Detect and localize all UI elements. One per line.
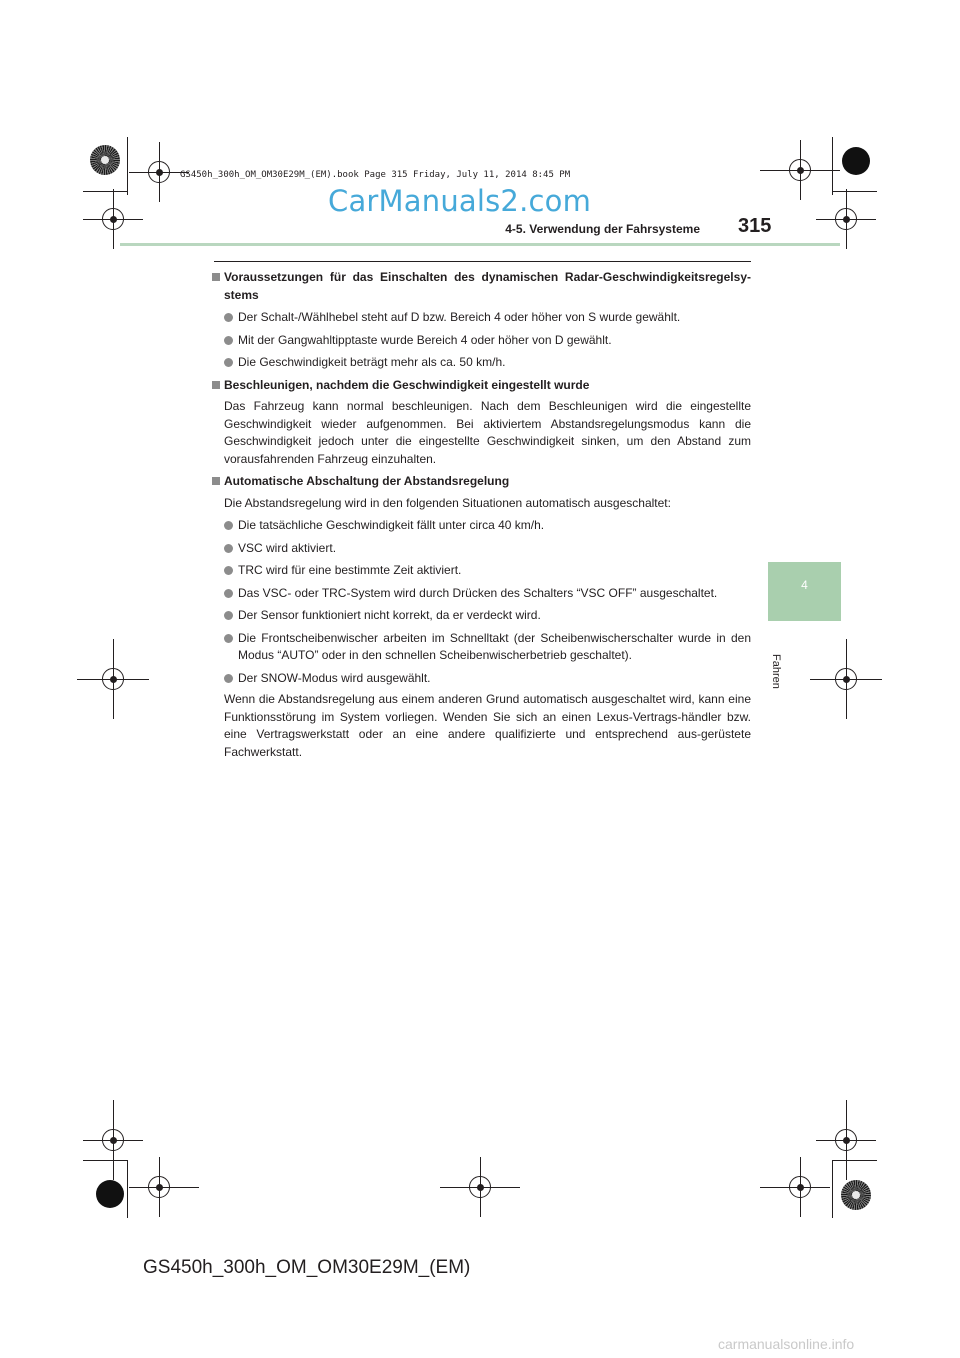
registration-dot-icon [96,1180,124,1208]
header-rule [120,243,840,246]
crop-mark [127,137,128,195]
round-bullet-icon [224,358,233,367]
round-bullet-icon [224,566,233,575]
subsection-heading: Beschleunigen, nachdem die Geschwindigkeit eingestellt wurde [210,377,751,395]
crop-mark [127,1160,128,1218]
round-bullet-icon [224,611,233,620]
square-bullet-icon [212,381,220,389]
list-item: Die tatsächliche Geschwindigkeit fällt unter circa 40 km/h. [210,517,751,535]
body-paragraph: Die Abstandsregelung wird in den folgenden Situationen automatisch ausgeschaltet: [224,495,671,510]
body-paragraph: Wenn die Abstandsregelung aus einem anderen Grund automatisch ausgeschaltet wird, kann eine Funktionsstörung im System vorliegen. Wenden Sie sich an einen Lexus-Vertrags-händler bzw. eine Vertragswerkstatt oder an eine andere qualifizierte und entsprechend aus-gerüstete Fachwerkstatt. [224,692,751,759]
list-item: Die Frontscheibenwischer arbeiten im Schnelltakt (der Scheibenwischerschalter wurde in den Modus “AUTO” oder in den schnellen Scheibenwischerbetrieb geschaltet). [210,630,751,665]
list-item: Der Sensor funktioniert nicht korrekt, da er verdeckt wird. [210,607,751,625]
chapter-tab [768,562,841,621]
book-info-line: GS450h_300h_OM_OM30E29M_(EM).book Page 315 Friday, July 11, 2014 8:45 PM [180,170,571,180]
page-number: 315 [738,215,772,237]
subsection-heading: Voraussetzungen für das Einschalten des dynamischen Radar-Geschwindigkeitsregelsy-stems [210,269,751,304]
list-item: Die Geschwindigkeit beträgt mehr als ca. 50 km/h. [210,354,751,372]
crop-mark [83,191,128,192]
list-item: VSC wird aktiviert. [210,540,751,558]
manual-id: GS450h_300h_OM_OM30E29M_(EM) [143,1257,471,1278]
section-title: 4-5. Verwendung der Fahrsysteme [505,222,700,236]
crop-mark [832,1160,877,1161]
content-area [210,269,751,761]
round-bullet-icon [224,313,233,322]
crop-mark [83,1160,128,1161]
crop-mark [832,191,877,192]
chapter-number: 4 [801,578,808,592]
body-paragraph: Das Fahrzeug kann normal beschleunigen. Nach dem Beschleunigen wird die eingestellte Geschwindigkeit wieder aufgenommen. Bei aktiviertem Abstandsregelungsmodus kann die Geschwindigkeit jedoch unter die eingestellte Geschwindigkeit sinken, um den Abstand zum vorausfahrenden Fahrzeug einzuhalten. [224,399,751,466]
list-item: Der Schalt-/Wählhebel steht auf D bzw. Bereich 4 oder höher von S wurde gewählt. [210,309,751,327]
square-bullet-icon [212,273,220,281]
subsection-heading: Automatische Abschaltung der Abstandsregelung [210,473,751,491]
round-bullet-icon [224,634,233,643]
square-bullet-icon [212,477,220,485]
color-burst-icon [90,145,120,175]
list-item: Mit der Gangwahltipptaste wurde Bereich 4 oder höher von D gewählt. [210,332,751,350]
round-bullet-icon [224,544,233,553]
chapter-label: Fahren [770,654,782,689]
list-item: Das VSC- oder TRC-System wird durch Drücken des Schalters “VSC OFF” ausgeschaltet. [210,585,751,603]
registration-dot-icon [842,147,870,175]
content-rule [214,261,751,262]
list-item: TRC wird für eine bestimmte Zeit aktiviert. [210,562,751,580]
site-watermark: carmanualsonline.info [718,1336,855,1352]
round-bullet-icon [224,589,233,598]
list-item: Der SNOW-Modus wird ausgewählt. [210,670,751,688]
color-burst-icon [841,1180,871,1210]
crop-mark [832,1160,833,1218]
crop-mark [832,137,833,195]
round-bullet-icon [224,674,233,683]
watermark-logo: CarManuals2.com [328,184,592,218]
round-bullet-icon [224,521,233,530]
round-bullet-icon [224,336,233,345]
